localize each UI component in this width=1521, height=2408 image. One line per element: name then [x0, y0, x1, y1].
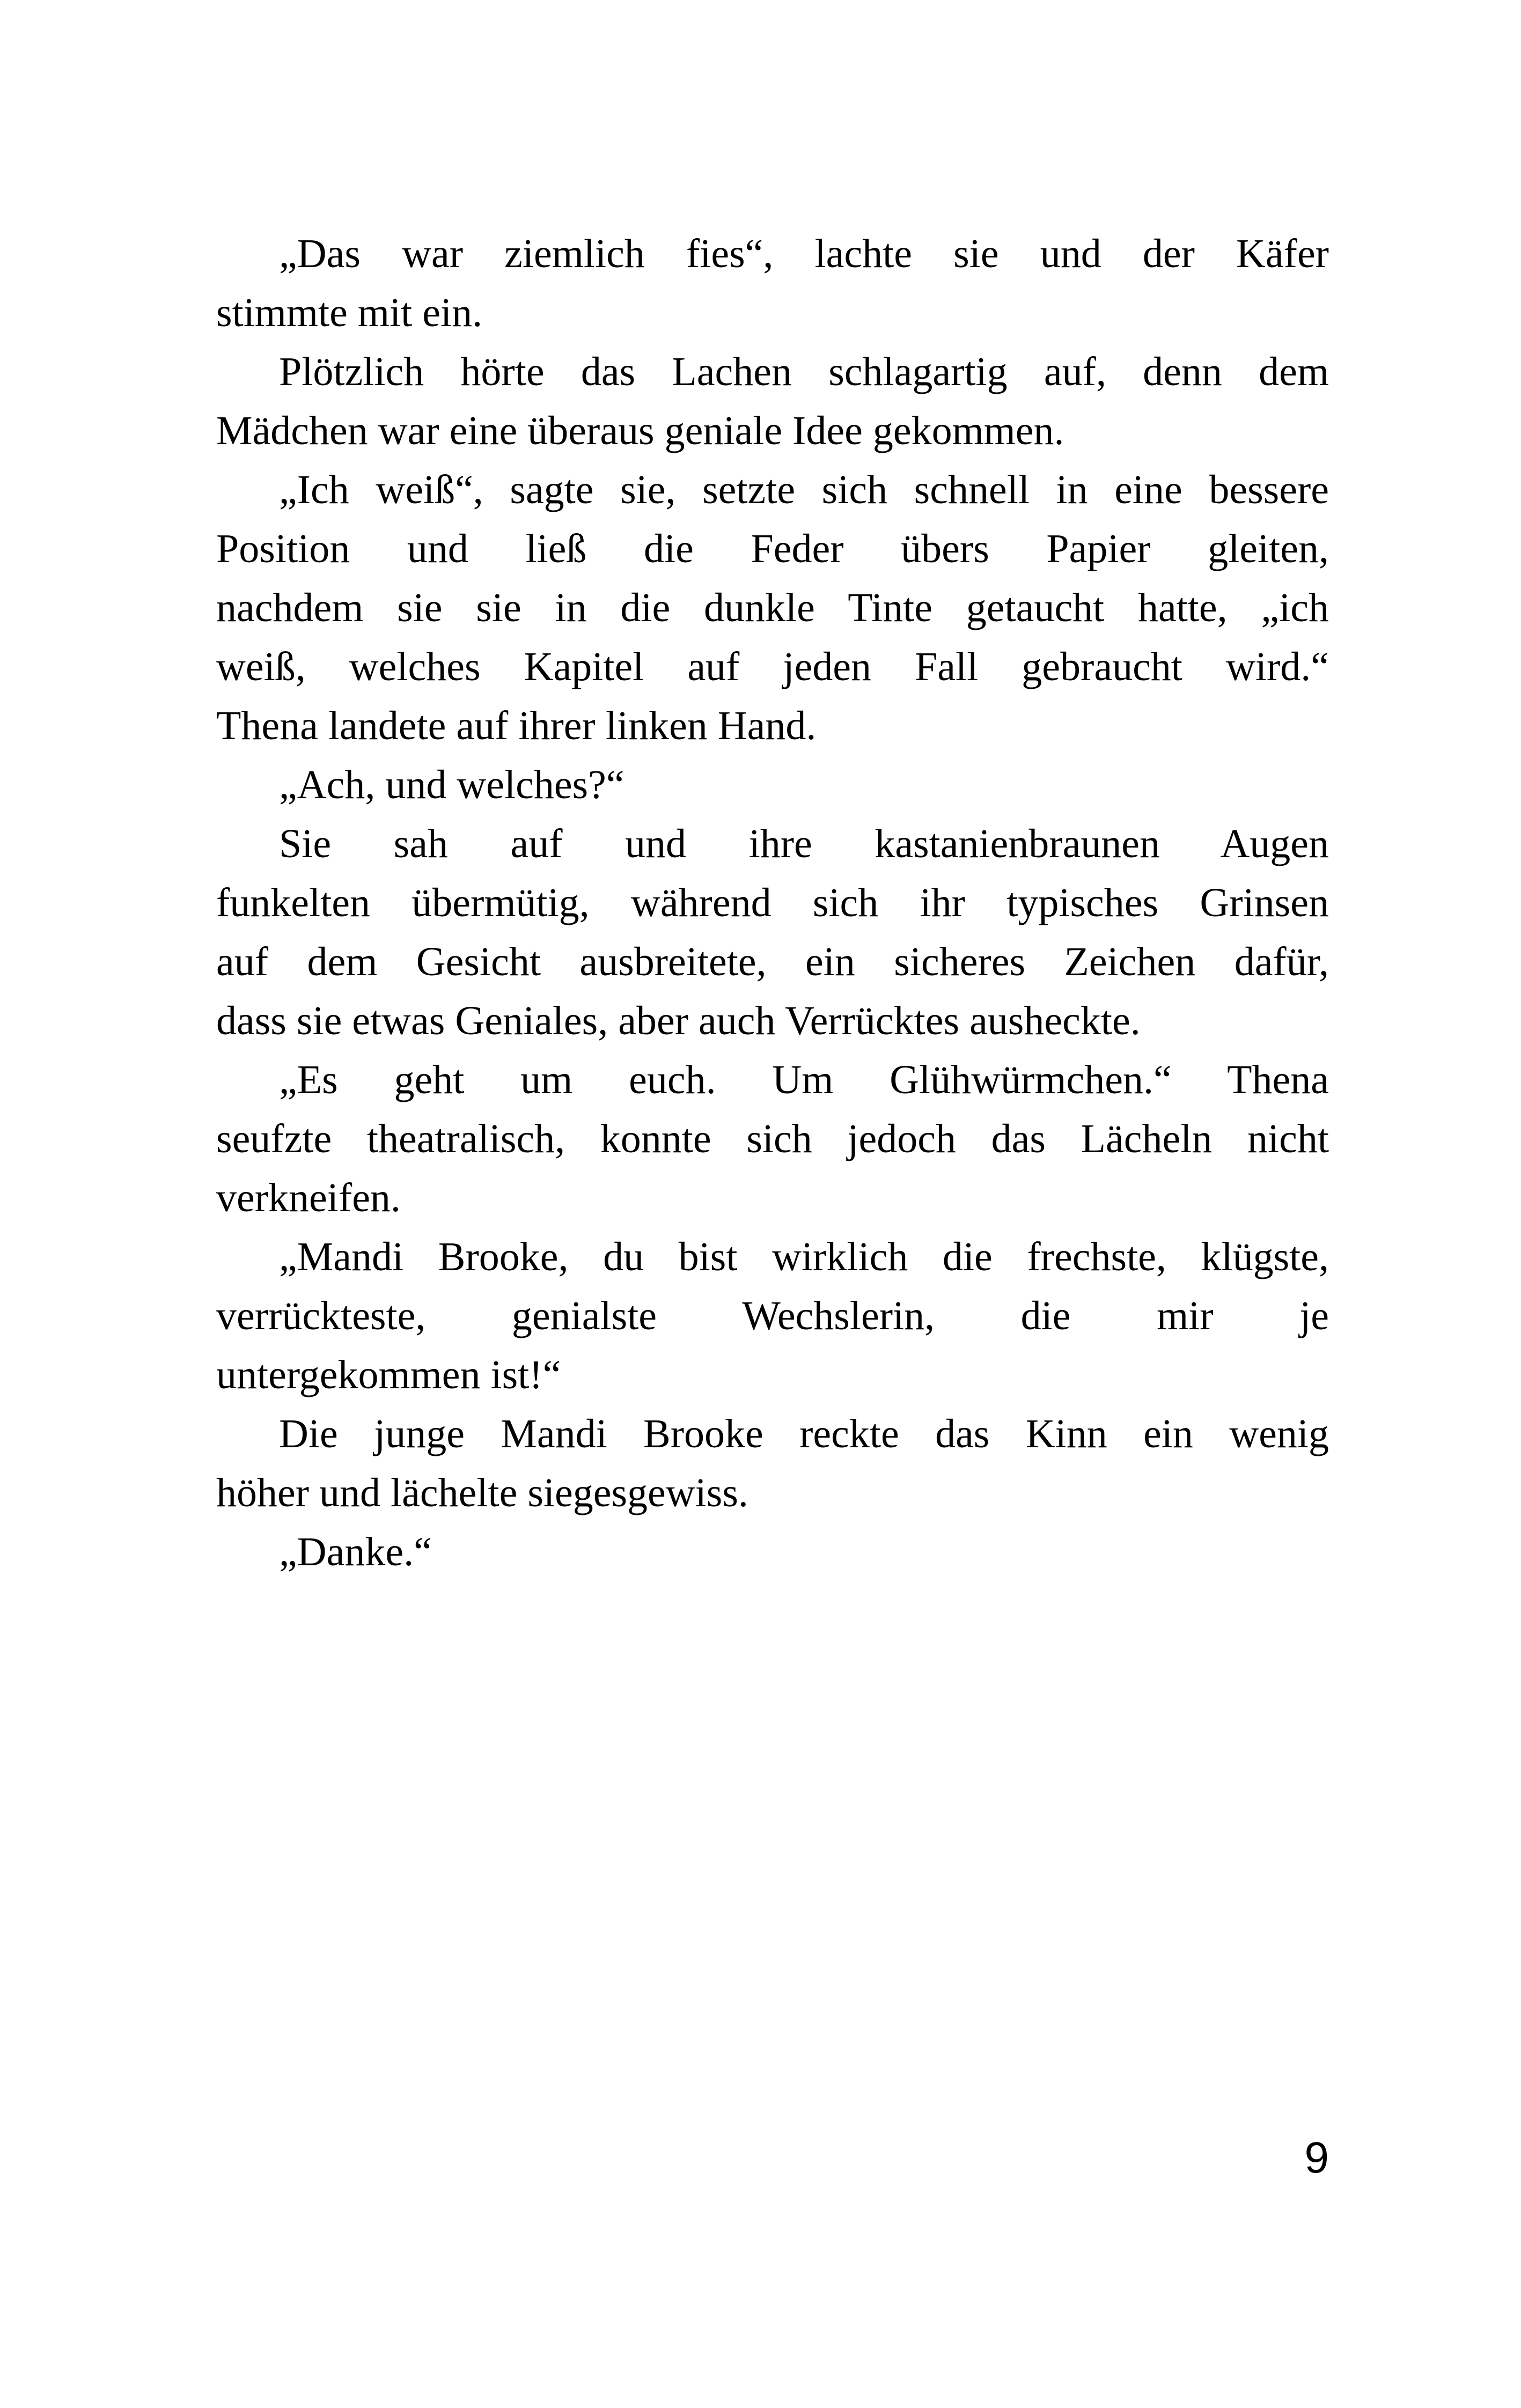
text-line: Mädchen war eine überaus geniale Idee gekommen.: [216, 408, 1064, 453]
paragraph: [216, 814, 1329, 1050]
text-line: „Das war ziemlich fies“, lachte sie und der Käfer: [279, 231, 1329, 276]
paragraph: [216, 1050, 1329, 1227]
text-line: auf dem Gesicht ausbreitete, ein sicheres Zeichen dafür,: [216, 939, 1329, 984]
text-line: „Ach, und welches?“: [279, 762, 624, 807]
text-line: seufzte theatralisch, konnte sich jedoch das Lächeln nicht: [216, 1116, 1329, 1161]
page-number: 9: [1304, 2133, 1329, 2182]
text-line: weiß, welches Kapitel auf jeden Fall gebraucht wird.“: [216, 644, 1329, 689]
text-line: stimmte mit ein.: [216, 290, 483, 335]
text-line: nachdem sie sie in die dunkle Tinte getaucht hatte, „ich: [216, 585, 1329, 630]
paragraph: [216, 460, 1329, 755]
paragraph: [216, 1227, 1329, 1404]
paragraph: [216, 755, 1329, 814]
text-line: „Ich weiß“, sagte sie, setzte sich schnell in eine bessere: [279, 467, 1329, 512]
paragraph: [216, 1522, 1329, 1581]
text-line: höher und lächelte siegesgewiss.: [216, 1470, 748, 1515]
text-line: untergekommen ist!“: [216, 1352, 561, 1397]
text-line: Die junge Mandi Brooke reckte das Kinn ein wenig: [279, 1411, 1329, 1456]
paragraph: [216, 224, 1329, 342]
text-block: [216, 224, 1329, 1581]
text-line: funkelten übermütig, während sich ihr typisches Grinsen: [216, 880, 1329, 925]
text-line: „Danke.“: [279, 1529, 432, 1574]
text-line: „Es geht um euch. Um Glühwürmchen.“ Thena: [279, 1057, 1329, 1102]
text-line: Thena landete auf ihrer linken Hand.: [216, 703, 817, 748]
paragraph: [216, 342, 1329, 460]
text-line: verrückteste, genialste Wechslerin, die mir je: [216, 1293, 1329, 1338]
text-line: „Mandi Brooke, du bist wirklich die frechste, klügste,: [279, 1234, 1329, 1279]
text-line: Plötzlich hörte das Lachen schlagartig auf, denn dem: [279, 349, 1329, 394]
text-line: Sie sah auf und ihre kastanienbraunen Augen: [279, 821, 1329, 866]
text-line: verkneifen.: [216, 1175, 401, 1220]
paragraph: [216, 1404, 1329, 1522]
text-line: Position und ließ die Feder übers Papier gleiten,: [216, 526, 1329, 571]
text-line: dass sie etwas Geniales, aber auch Verrücktes ausheckte.: [216, 998, 1141, 1043]
